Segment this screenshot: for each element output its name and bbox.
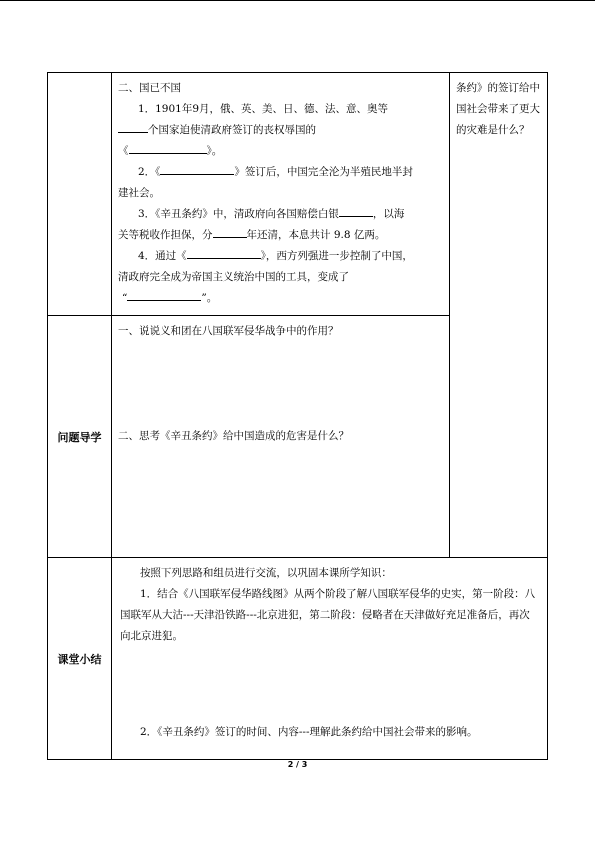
question-1-line-b: 个国家迫使清政府签订的丧权辱国的 <box>118 120 443 141</box>
question-2-line-b: 建社会。 <box>118 187 160 199</box>
question-4-line-c: “ ”。 <box>118 288 443 309</box>
side-note-text: 条约》的签订给中国社会带来了更大的灾难是什么？ <box>456 82 540 136</box>
row1-label-cell <box>48 73 112 316</box>
blank-treaty-name-2[interactable] <box>160 162 234 175</box>
summary-item-2: 2．《辛丑条约》签订的时间、内容---理解此条约给中国社会带来的影响。 <box>139 726 478 738</box>
blank-silver-amount[interactable] <box>339 204 373 217</box>
question-4-line-b: 清政府完全成为帝国主义统治中国的工具，变成了 <box>118 271 349 283</box>
blank-country-count[interactable] <box>118 120 148 133</box>
question-2-line-a: 2．《 》签订后，中国完全沦为半殖民地半封 <box>118 162 443 183</box>
guide-question-2: 二、思考《辛丑条约》给中国造成的危害是什么？ <box>118 430 349 442</box>
question-1-line-a: 1．1901年9月，俄、英、美、日、德、法、意、奥等 <box>137 103 389 115</box>
question-4-line-a: 4．通过《 》，西方列强进一步控制了中国， <box>118 246 443 267</box>
study-guide-table <box>47 72 548 760</box>
question-3-line-a: 3．《辛丑条约》中，清政府向各国赔偿白银 ，以海 <box>118 204 443 225</box>
blank-years[interactable] <box>213 225 247 238</box>
row2-content-cell <box>112 316 450 558</box>
side-note-cell <box>450 73 548 558</box>
question-3-line-b: 关等税收作担保，分 年还清，本息共计 9.8 亿两。 <box>118 225 443 246</box>
row-section-1 <box>48 73 548 316</box>
summary-item-1: 1．结合《八国联军侵华路线图》从两个阶段了解八国联军侵华的史实，第一阶段：八国联军从大沽---天津沿铁路---北京进犯，第二阶段：侵略者在天津做好充足准备后，再次向北京进犯。 <box>120 588 536 642</box>
section1-heading: 二、国已不国 <box>118 82 181 94</box>
page-top-rule <box>0 0 595 1</box>
blank-treaty-name-3[interactable] <box>187 246 261 259</box>
page-number: 2 / 3 <box>287 760 308 769</box>
section2-label: 问题导学 <box>48 316 112 558</box>
section3-label: 课堂小结 <box>48 558 112 760</box>
guide-question-1: 一、说说义和团在八国联军侵华战争中的作用？ <box>118 325 339 337</box>
summary-intro: 按照下列思路和组员进行交流，以巩固本课所学知识： <box>139 567 392 579</box>
row-section-3 <box>48 558 548 760</box>
row1-content-cell <box>112 73 450 316</box>
blank-government-role[interactable] <box>127 288 201 301</box>
blank-treaty-name-1[interactable] <box>129 141 207 154</box>
row3-content-cell <box>112 558 548 760</box>
question-1-line-c: 《 》。 <box>118 141 443 162</box>
